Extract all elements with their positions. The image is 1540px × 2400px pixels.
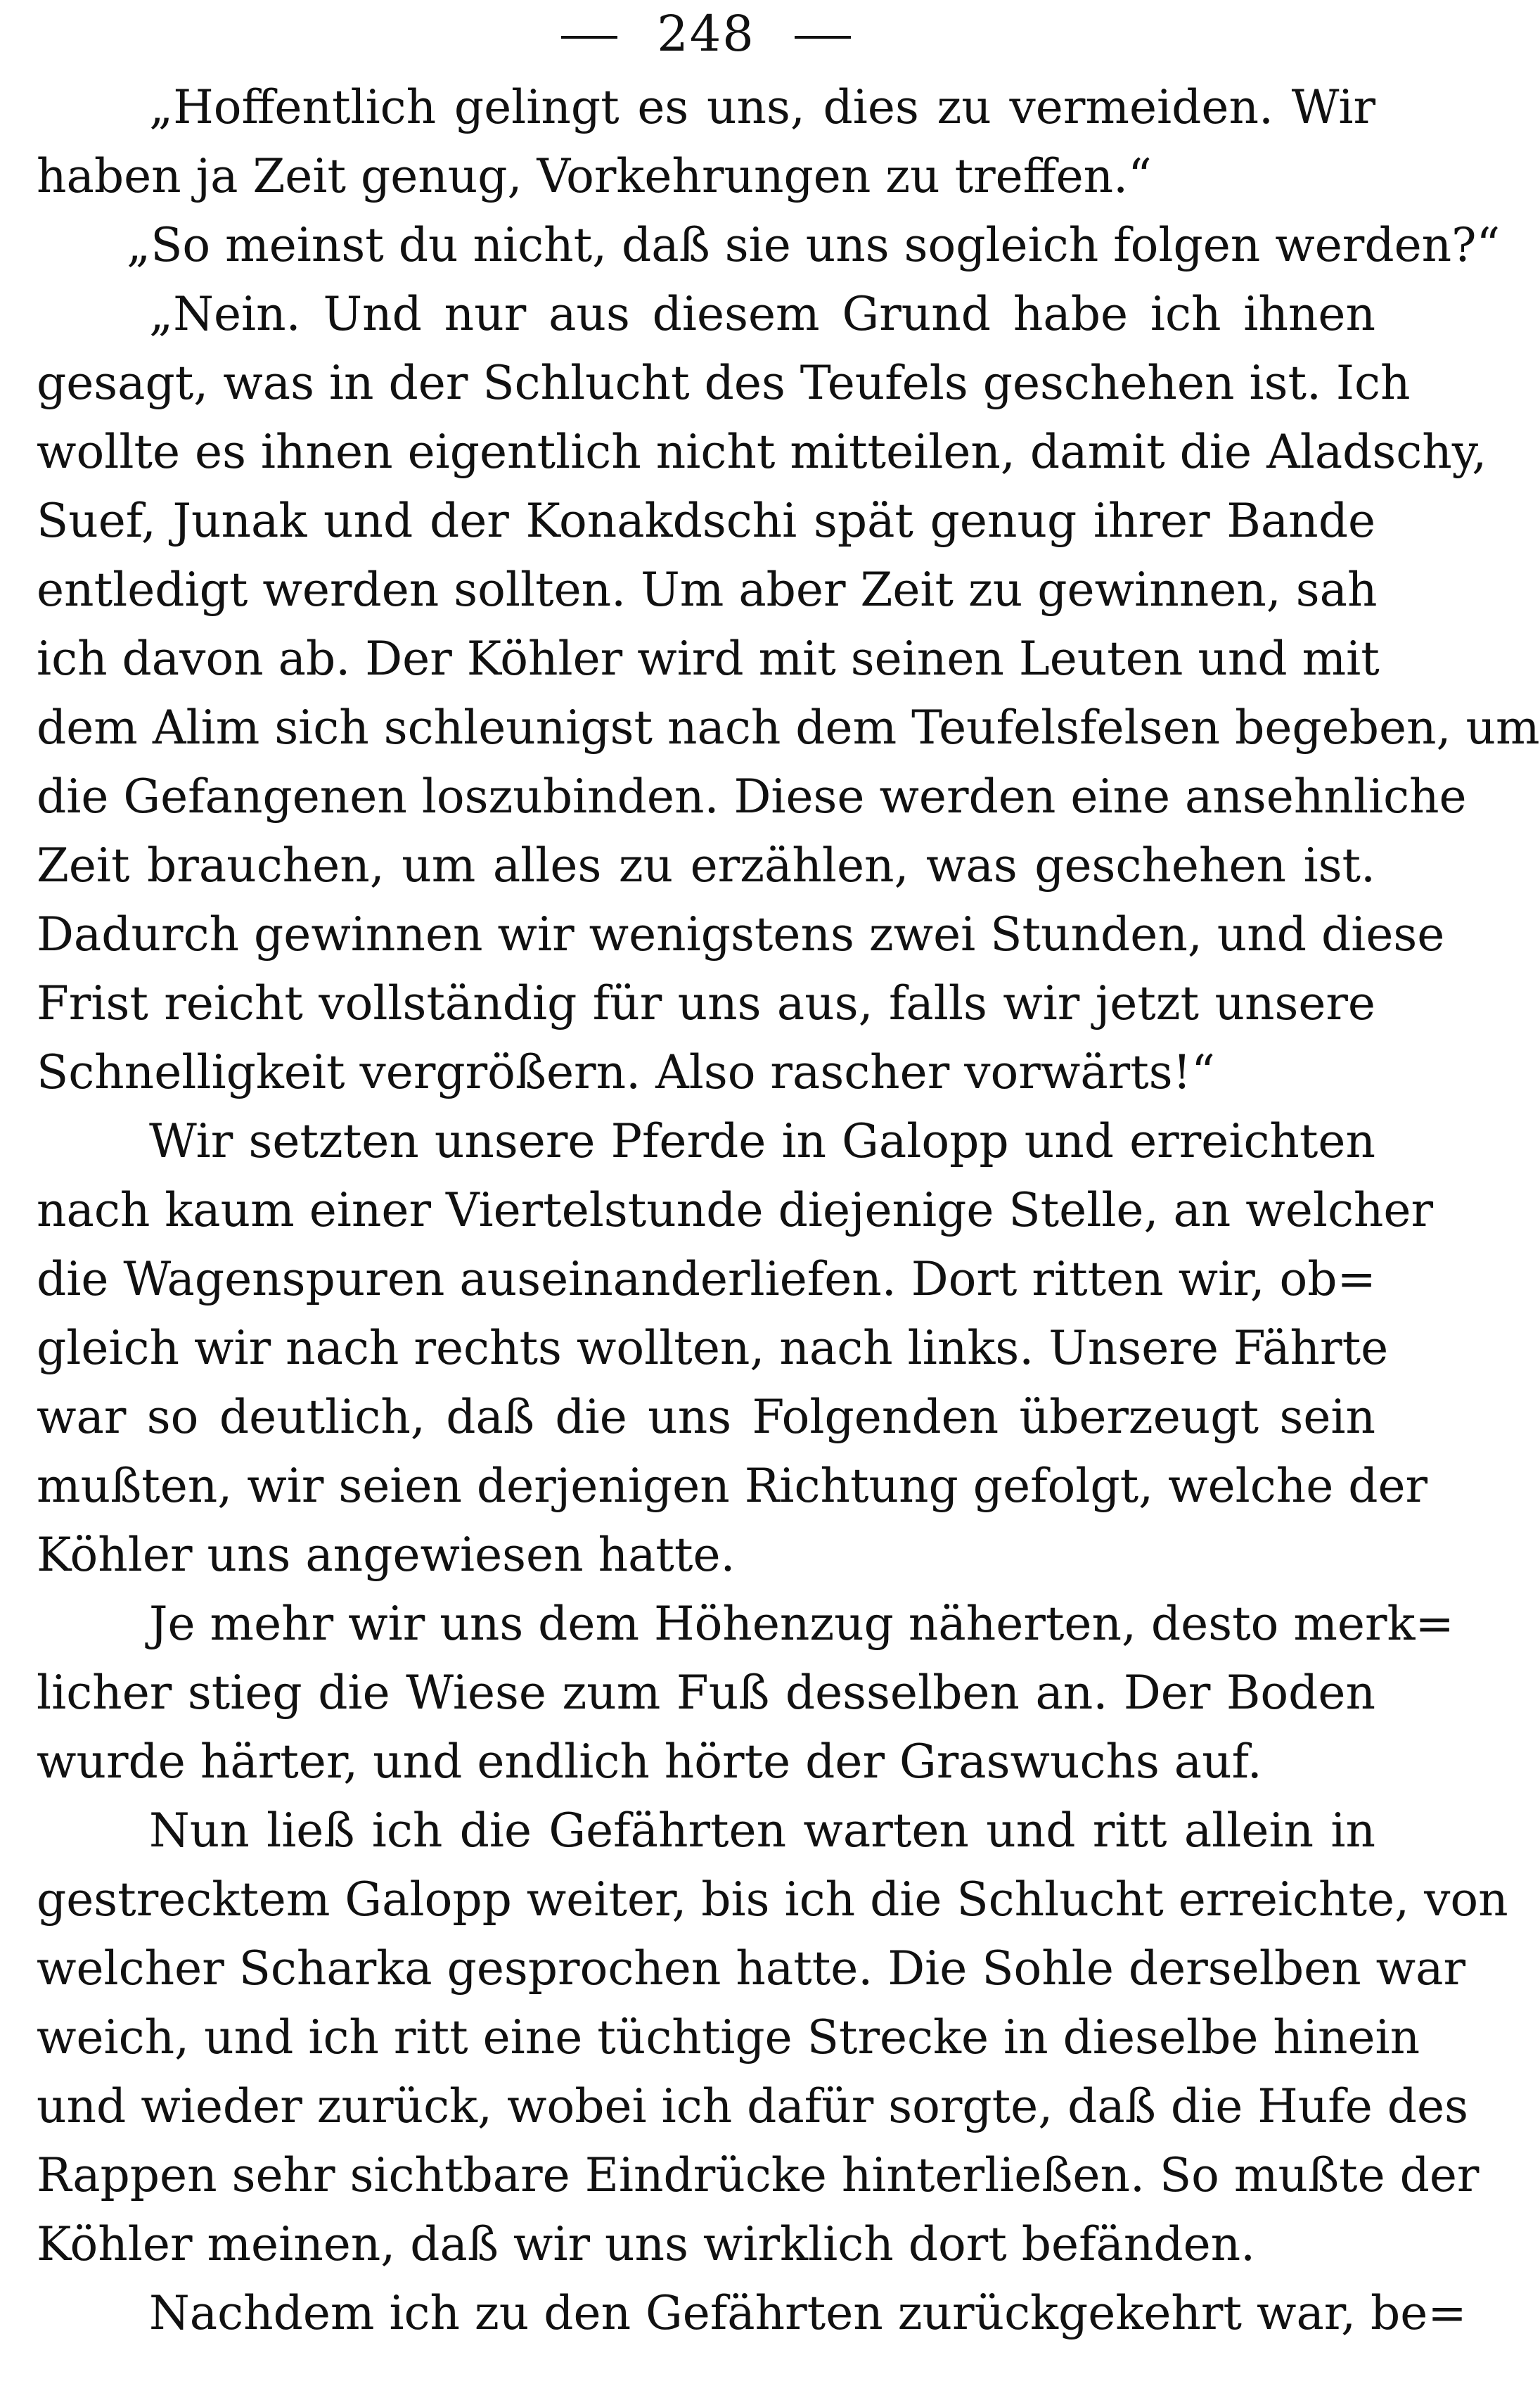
text-line: Dadurch gewinnen wir wenigstens zwei Stunden, und diese bbox=[37, 907, 1445, 962]
text-line: gesagt, was in der Schlucht des Teufels geschehen ist. Ich bbox=[37, 356, 1411, 410]
text-line: Zeit brauchen, um alles zu erzählen, was geschehen ist. bbox=[37, 838, 1375, 893]
header-dash-right bbox=[795, 36, 851, 39]
text-line: Frist reicht vollständig für uns aus, falls wir jetzt unsere bbox=[37, 976, 1375, 1030]
page-number: 248 bbox=[657, 5, 755, 63]
text-line: licher stieg die Wiese zum Fuß desselben an. Der Boden bbox=[37, 1666, 1375, 1720]
text-line: entledigt werden sollten. Um aber Zeit zu gewinnen, sah bbox=[37, 563, 1378, 617]
text-line: Nachdem ich zu den Gefährten zurückgekehrt war, be= bbox=[149, 2286, 1467, 2340]
text-line: war so deutlich, daß die uns Folgenden überzeugt sein bbox=[37, 1390, 1375, 1444]
text-line: Nun ließ ich die Gefährten warten und ritt allein in bbox=[149, 1804, 1375, 1858]
text-line: und wieder zurück, wobei ich dafür sorgte, daß die Hufe des bbox=[37, 2079, 1468, 2133]
text-line: ich davon ab. Der Köhler wird mit seinen Leuten und mit bbox=[37, 632, 1380, 686]
text-line: Wir setzten unsere Pferde in Galopp und erreichten bbox=[149, 1114, 1375, 1168]
text-line: Köhler meinen, daß wir uns wirklich dort befänden. bbox=[37, 2217, 1256, 2271]
text-line: wurde härter, und endlich hörte der Graswuchs auf. bbox=[37, 1735, 1262, 1789]
text-line: Je mehr wir uns dem Höhenzug näherten, desto merk= bbox=[149, 1597, 1454, 1651]
text-line: nach kaum einer Viertelstunde diejenige Stelle, an welcher bbox=[37, 1183, 1434, 1237]
text-line: wollte es ihnen eigentlich nicht mitteilen, damit die Aladschy, bbox=[37, 425, 1487, 479]
text-line: dem Alim sich schleunigst nach dem Teufelsfelsen begeben, um bbox=[37, 701, 1540, 755]
text-line: Schnelligkeit vergrößern. Also rascher vorwärts!“ bbox=[37, 1045, 1215, 1099]
text-line: haben ja Zeit genug, Vorkehrungen zu treffen.“ bbox=[37, 149, 1152, 203]
text-line: die Wagenspuren auseinanderliefen. Dort ritten wir, ob= bbox=[37, 1252, 1376, 1306]
page-header bbox=[37, 0, 1375, 68]
text-line: gestrecktem Galopp weiter, bis ich die Schlucht erreichte, von bbox=[37, 1872, 1508, 1927]
text-line: Suef, Junak und der Konakdschi spät genug ihrer Bande bbox=[37, 494, 1375, 548]
text-line: „Nein. Und nur aus diesem Grund habe ich ihnen bbox=[149, 287, 1375, 341]
header-dash-left bbox=[561, 36, 617, 39]
text-line: weich, und ich ritt eine tüchtige Strecke in dieselbe hinein bbox=[37, 2010, 1420, 2064]
text-line: „Hoffentlich gelingt es uns, dies zu vermeiden. Wir bbox=[149, 80, 1375, 134]
text-line: die Gefangenen loszubinden. Diese werden eine ansehnliche bbox=[37, 770, 1467, 824]
body-text bbox=[37, 73, 1540, 2348]
text-line: „So meinst du nicht, daß sie uns sogleich folgen werden?“ bbox=[127, 218, 1501, 272]
text-line: Rappen sehr sichtbare Eindrücke hinterließen. So mußte der bbox=[37, 2148, 1480, 2202]
text-line: welcher Scharka gesprochen hatte. Die Sohle derselben war bbox=[37, 1941, 1466, 1996]
text-line: mußten, wir seien derjenigen Richtung gefolgt, welche der bbox=[37, 1459, 1428, 1513]
text-line: gleich wir nach rechts wollten, nach links. Unsere Fährte bbox=[37, 1321, 1389, 1375]
text-line: Köhler uns angewiesen hatte. bbox=[37, 1528, 736, 1582]
